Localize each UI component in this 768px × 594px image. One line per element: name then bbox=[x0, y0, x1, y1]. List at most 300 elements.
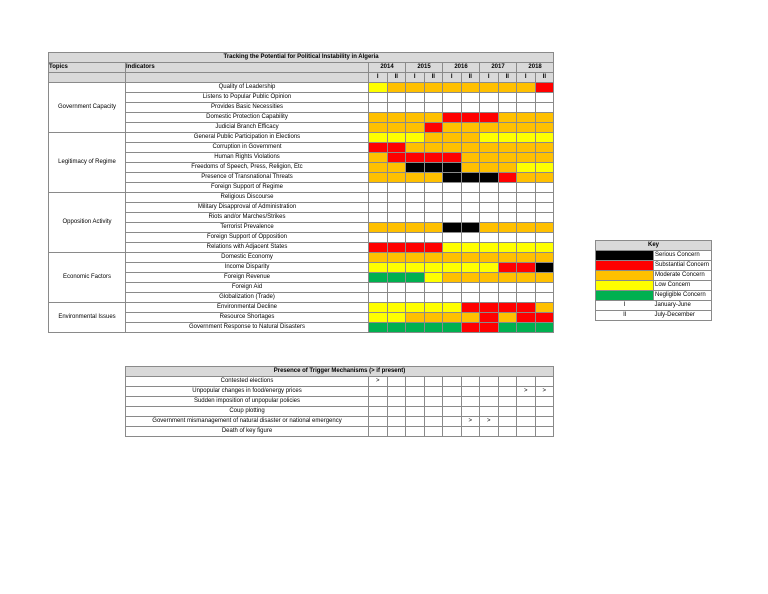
concern-cell bbox=[498, 233, 517, 243]
concern-cell bbox=[369, 123, 388, 133]
trigger-title-row bbox=[126, 367, 554, 377]
concern-cell bbox=[369, 213, 388, 223]
key-symbol: II bbox=[596, 311, 654, 321]
concern-cell bbox=[424, 313, 443, 323]
indicator-label: Corruption in Government bbox=[126, 143, 369, 153]
concern-cell bbox=[461, 153, 480, 163]
topic-label: Environmental Issues bbox=[49, 303, 126, 333]
concern-cell bbox=[406, 303, 425, 313]
concern-cell bbox=[424, 253, 443, 263]
concern-cell bbox=[424, 243, 443, 253]
concern-cell bbox=[369, 273, 388, 283]
trigger-cell bbox=[406, 427, 425, 437]
trigger-cell bbox=[369, 427, 388, 437]
concern-cell bbox=[498, 183, 517, 193]
concern-cell bbox=[387, 193, 406, 203]
concern-cell bbox=[406, 323, 425, 333]
indicator-label: Religious Discourse bbox=[126, 193, 369, 203]
concern-cell bbox=[535, 93, 554, 103]
trigger-cell: > bbox=[461, 417, 480, 427]
concern-cell bbox=[406, 143, 425, 153]
concern-cell bbox=[369, 163, 388, 173]
trigger-cell bbox=[498, 417, 517, 427]
key-item bbox=[596, 261, 712, 271]
concern-cell bbox=[387, 283, 406, 293]
trigger-cell bbox=[498, 387, 517, 397]
trigger-cell bbox=[387, 427, 406, 437]
concern-cell bbox=[424, 103, 443, 113]
concern-cell bbox=[461, 303, 480, 313]
trigger-cell: > bbox=[535, 387, 554, 397]
concern-cell bbox=[443, 293, 462, 303]
trigger-cell bbox=[535, 427, 554, 437]
concern-cell bbox=[498, 143, 517, 153]
indicator-label: Domestic Economy bbox=[126, 253, 369, 263]
key-label: Negligible Concern bbox=[654, 291, 712, 301]
key-item bbox=[596, 271, 712, 281]
concern-cell bbox=[517, 103, 536, 113]
concern-cell bbox=[424, 273, 443, 283]
half-year-label: I bbox=[517, 73, 536, 83]
indicator-label: Domestic Protection Capability bbox=[126, 113, 369, 123]
concern-cell bbox=[498, 173, 517, 183]
concern-cell bbox=[443, 263, 462, 273]
concern-cell bbox=[424, 83, 443, 93]
concern-cell bbox=[406, 203, 425, 213]
concern-cell bbox=[498, 133, 517, 143]
trigger-cell bbox=[443, 407, 462, 417]
trigger-cell bbox=[461, 397, 480, 407]
concern-cell bbox=[424, 163, 443, 173]
concern-cell bbox=[461, 83, 480, 93]
trigger-cell bbox=[517, 427, 536, 437]
concern-cell bbox=[387, 113, 406, 123]
key-label: July-December bbox=[654, 311, 712, 321]
concern-cell bbox=[387, 293, 406, 303]
concern-cell bbox=[369, 243, 388, 253]
concern-cell bbox=[387, 103, 406, 113]
concern-cell bbox=[535, 313, 554, 323]
indicator-label: Foreign Support of Opposition bbox=[126, 233, 369, 243]
concern-cell bbox=[443, 193, 462, 203]
concern-cell bbox=[443, 143, 462, 153]
trigger-cell bbox=[424, 387, 443, 397]
concern-cell bbox=[406, 243, 425, 253]
half-year-label: II bbox=[498, 73, 517, 83]
concern-cell bbox=[517, 253, 536, 263]
trigger-cell bbox=[517, 397, 536, 407]
concern-cell bbox=[387, 123, 406, 133]
concern-cell bbox=[424, 143, 443, 153]
concern-cell bbox=[535, 223, 554, 233]
trigger-cell bbox=[517, 407, 536, 417]
concern-cell bbox=[369, 83, 388, 93]
trigger-cell bbox=[517, 417, 536, 427]
concern-cell bbox=[517, 203, 536, 213]
trigger-title: Presence of Trigger Mechanisms (> if present) bbox=[126, 367, 554, 377]
concern-cell bbox=[424, 323, 443, 333]
key-swatch bbox=[596, 271, 654, 281]
key-label: January-June bbox=[654, 301, 712, 311]
concern-cell bbox=[406, 193, 425, 203]
concern-cell bbox=[424, 233, 443, 243]
concern-cell bbox=[387, 313, 406, 323]
concern-cell bbox=[517, 183, 536, 193]
key-label: Moderate Concern bbox=[654, 271, 712, 281]
concern-cell bbox=[406, 283, 425, 293]
concern-cell bbox=[498, 203, 517, 213]
concern-cell bbox=[498, 303, 517, 313]
concern-cell bbox=[480, 163, 499, 173]
concern-cell bbox=[517, 113, 536, 123]
indicator-label: Quality of Leadership bbox=[126, 83, 369, 93]
table-body bbox=[49, 53, 554, 333]
key-item bbox=[596, 251, 712, 261]
table-row bbox=[49, 303, 554, 313]
concern-cell bbox=[535, 133, 554, 143]
concern-cell bbox=[461, 313, 480, 323]
concern-cell bbox=[387, 153, 406, 163]
concern-cell bbox=[406, 103, 425, 113]
concern-cell bbox=[498, 193, 517, 203]
concern-cell bbox=[387, 233, 406, 243]
concern-cell bbox=[369, 263, 388, 273]
key-swatch bbox=[596, 291, 654, 301]
concern-cell bbox=[535, 103, 554, 113]
concern-cell bbox=[498, 153, 517, 163]
concern-cell bbox=[461, 93, 480, 103]
concern-cell bbox=[535, 153, 554, 163]
concern-cell bbox=[498, 113, 517, 123]
concern-cell bbox=[480, 213, 499, 223]
concern-cell bbox=[369, 183, 388, 193]
concern-cell bbox=[424, 213, 443, 223]
key-legend bbox=[595, 240, 712, 321]
concern-cell bbox=[461, 163, 480, 173]
trigger-cell bbox=[517, 377, 536, 387]
concern-cell bbox=[498, 123, 517, 133]
concern-cell bbox=[461, 283, 480, 293]
concern-cell bbox=[443, 123, 462, 133]
concern-cell bbox=[406, 223, 425, 233]
concern-cell bbox=[443, 303, 462, 313]
concern-cell bbox=[480, 273, 499, 283]
concern-cell bbox=[369, 323, 388, 333]
indicator-label: Resource Shortages bbox=[126, 313, 369, 323]
half-year-label: I bbox=[369, 73, 388, 83]
concern-cell bbox=[369, 203, 388, 213]
concern-cell bbox=[517, 133, 536, 143]
concern-cell bbox=[443, 113, 462, 123]
concern-cell bbox=[480, 313, 499, 323]
concern-cell bbox=[461, 173, 480, 183]
concern-cell bbox=[369, 133, 388, 143]
concern-cell bbox=[406, 273, 425, 283]
concern-cell bbox=[424, 93, 443, 103]
concern-cell bbox=[387, 263, 406, 273]
concern-cell bbox=[443, 183, 462, 193]
concern-cell bbox=[461, 143, 480, 153]
indicator-label: Environmental Decline bbox=[126, 303, 369, 313]
concern-cell bbox=[387, 303, 406, 313]
concern-cell bbox=[480, 183, 499, 193]
concern-cell bbox=[480, 283, 499, 293]
concern-cell bbox=[424, 293, 443, 303]
concern-cell bbox=[369, 253, 388, 263]
concern-cell bbox=[498, 323, 517, 333]
concern-cell bbox=[535, 283, 554, 293]
concern-cell bbox=[424, 133, 443, 143]
key-label: Serious Concern bbox=[654, 251, 712, 261]
trigger-cell bbox=[387, 377, 406, 387]
indicator-label: Foreign Support of Regime bbox=[126, 183, 369, 193]
key-symbol: I bbox=[596, 301, 654, 311]
concern-cell bbox=[480, 143, 499, 153]
trigger-row bbox=[126, 377, 554, 387]
concern-cell bbox=[387, 253, 406, 263]
concern-cell bbox=[443, 163, 462, 173]
trigger-cell bbox=[443, 377, 462, 387]
key-item bbox=[596, 291, 712, 301]
concern-cell bbox=[535, 193, 554, 203]
trigger-cell bbox=[461, 377, 480, 387]
concern-cell bbox=[369, 233, 388, 243]
concern-cell bbox=[424, 183, 443, 193]
indicator-label: Listens to Popular Public Opinion bbox=[126, 93, 369, 103]
concern-cell bbox=[480, 113, 499, 123]
blank-cell bbox=[126, 73, 369, 83]
trigger-cell bbox=[387, 417, 406, 427]
concern-cell bbox=[498, 293, 517, 303]
concern-cell bbox=[480, 233, 499, 243]
concern-cell bbox=[461, 213, 480, 223]
concern-cell bbox=[424, 303, 443, 313]
concern-cell bbox=[498, 273, 517, 283]
trigger-label: Sudden imposition of unpopular policies bbox=[126, 397, 369, 407]
concern-cell bbox=[517, 143, 536, 153]
indicator-label: Riots and/or Marches/Strikes bbox=[126, 213, 369, 223]
concern-cell bbox=[480, 173, 499, 183]
trigger-cell bbox=[461, 407, 480, 417]
concern-cell bbox=[517, 243, 536, 253]
concern-cell bbox=[498, 83, 517, 93]
concern-cell bbox=[517, 163, 536, 173]
concern-cell bbox=[535, 123, 554, 133]
key-swatch bbox=[596, 251, 654, 261]
trigger-cell bbox=[498, 377, 517, 387]
concern-cell bbox=[387, 83, 406, 93]
concern-cell bbox=[387, 223, 406, 233]
half-year-label: II bbox=[387, 73, 406, 83]
concern-cell bbox=[461, 243, 480, 253]
concern-cell bbox=[443, 273, 462, 283]
concern-cell bbox=[498, 263, 517, 273]
concern-cell bbox=[406, 93, 425, 103]
concern-cell bbox=[461, 113, 480, 123]
concern-cell bbox=[424, 173, 443, 183]
half-year-label: II bbox=[535, 73, 554, 83]
concern-cell bbox=[517, 233, 536, 243]
trigger-cell bbox=[406, 377, 425, 387]
concern-cell bbox=[461, 263, 480, 273]
table-row bbox=[49, 83, 554, 93]
concern-cell bbox=[461, 183, 480, 193]
half-year-row bbox=[49, 73, 554, 83]
table-row bbox=[49, 253, 554, 263]
trigger-cell bbox=[498, 407, 517, 417]
trigger-label: Contested elections bbox=[126, 377, 369, 387]
concern-cell bbox=[517, 283, 536, 293]
concern-cell bbox=[517, 293, 536, 303]
concern-cell bbox=[480, 303, 499, 313]
concern-cell bbox=[480, 323, 499, 333]
trigger-label: Death of key figure bbox=[126, 427, 369, 437]
concern-cell bbox=[387, 173, 406, 183]
concern-cell bbox=[443, 253, 462, 263]
trigger-cell bbox=[498, 397, 517, 407]
indicator-label: Relations with Adjacent States bbox=[126, 243, 369, 253]
topic-label: Economic Factors bbox=[49, 253, 126, 303]
concern-cell bbox=[369, 113, 388, 123]
concern-cell bbox=[369, 153, 388, 163]
concern-cell bbox=[443, 313, 462, 323]
concern-cell bbox=[535, 273, 554, 283]
indicator-label: Presence of Transnational Threats bbox=[126, 173, 369, 183]
concern-cell bbox=[498, 103, 517, 113]
trigger-cell bbox=[443, 417, 462, 427]
trigger-cell bbox=[480, 427, 499, 437]
indicator-label: Foreign Aid bbox=[126, 283, 369, 293]
concern-cell bbox=[498, 253, 517, 263]
concern-cell bbox=[369, 193, 388, 203]
trigger-cell bbox=[480, 387, 499, 397]
indicator-label: Terrorist Prevalence bbox=[126, 223, 369, 233]
concern-cell bbox=[406, 113, 425, 123]
concern-cell bbox=[517, 303, 536, 313]
trigger-cell bbox=[461, 427, 480, 437]
concern-cell bbox=[535, 83, 554, 93]
concern-cell bbox=[406, 253, 425, 263]
concern-cell bbox=[480, 153, 499, 163]
trigger-cell bbox=[535, 407, 554, 417]
year-header: 2018 bbox=[517, 63, 554, 73]
concern-cell bbox=[443, 93, 462, 103]
trigger-body bbox=[126, 367, 554, 437]
key-title: Key bbox=[596, 241, 712, 251]
trigger-cell: > bbox=[480, 417, 499, 427]
trigger-row bbox=[126, 397, 554, 407]
concern-cell bbox=[387, 133, 406, 143]
concern-cell bbox=[424, 203, 443, 213]
concern-cell bbox=[387, 243, 406, 253]
concern-cell bbox=[480, 243, 499, 253]
concern-cell bbox=[517, 263, 536, 273]
topic-label: Legitimacy of Regime bbox=[49, 133, 126, 193]
trigger-cell bbox=[535, 417, 554, 427]
concern-cell bbox=[517, 273, 536, 283]
concern-cell bbox=[535, 253, 554, 263]
concern-cell bbox=[387, 183, 406, 193]
concern-cell bbox=[443, 283, 462, 293]
concern-cell bbox=[424, 113, 443, 123]
concern-cell bbox=[480, 93, 499, 103]
concern-cell bbox=[480, 203, 499, 213]
indicator-label: Human Rights Violations bbox=[126, 153, 369, 163]
concern-cell bbox=[424, 283, 443, 293]
trigger-cell bbox=[406, 407, 425, 417]
trigger-row bbox=[126, 417, 554, 427]
indicator-label: Globalization (Trade) bbox=[126, 293, 369, 303]
concern-cell bbox=[461, 273, 480, 283]
concern-cell bbox=[535, 303, 554, 313]
concern-cell bbox=[535, 243, 554, 253]
trigger-row bbox=[126, 387, 554, 397]
indicator-label: Provides Basic Necessities bbox=[126, 103, 369, 113]
key-label: Low Concern bbox=[654, 281, 712, 291]
table-row bbox=[49, 193, 554, 203]
concern-cell bbox=[424, 123, 443, 133]
key-label: Substantial Concern bbox=[654, 261, 712, 271]
concern-cell bbox=[517, 173, 536, 183]
indicator-label: Military Disapproval of Administration bbox=[126, 203, 369, 213]
concern-cell bbox=[461, 223, 480, 233]
concern-cell bbox=[424, 193, 443, 203]
concern-cell bbox=[369, 93, 388, 103]
concern-cell bbox=[517, 313, 536, 323]
year-header: 2017 bbox=[480, 63, 517, 73]
concern-cell bbox=[406, 183, 425, 193]
header-row bbox=[49, 63, 554, 73]
concern-cell bbox=[461, 193, 480, 203]
key-item bbox=[596, 281, 712, 291]
concern-cell bbox=[387, 213, 406, 223]
trigger-cell bbox=[406, 387, 425, 397]
trigger-cell bbox=[535, 377, 554, 387]
year-header: 2015 bbox=[406, 63, 443, 73]
concern-cell bbox=[461, 293, 480, 303]
trigger-cell bbox=[424, 417, 443, 427]
table-title: Tracking the Potential for Political Instability in Algeria bbox=[49, 53, 554, 63]
concern-cell bbox=[443, 223, 462, 233]
trigger-cell bbox=[406, 397, 425, 407]
concern-cell bbox=[535, 293, 554, 303]
trigger-cell bbox=[443, 397, 462, 407]
concern-cell bbox=[406, 293, 425, 303]
table-row bbox=[49, 133, 554, 143]
concern-cell bbox=[480, 123, 499, 133]
concern-cell bbox=[498, 283, 517, 293]
concern-cell bbox=[480, 133, 499, 143]
trigger-cell bbox=[424, 397, 443, 407]
trigger-cell: > bbox=[369, 377, 388, 387]
trigger-mechanisms-table bbox=[125, 366, 554, 437]
concern-cell bbox=[406, 263, 425, 273]
concern-cell bbox=[498, 213, 517, 223]
concern-cell bbox=[535, 143, 554, 153]
key-item bbox=[596, 301, 712, 311]
trigger-cell bbox=[424, 377, 443, 387]
trigger-cell bbox=[387, 387, 406, 397]
concern-cell bbox=[406, 313, 425, 323]
concern-cell bbox=[406, 153, 425, 163]
trigger-cell bbox=[369, 417, 388, 427]
concern-cell bbox=[406, 213, 425, 223]
key-body bbox=[596, 241, 712, 321]
concern-cell bbox=[443, 83, 462, 93]
concern-cell bbox=[461, 123, 480, 133]
concern-cell bbox=[443, 233, 462, 243]
trigger-cell bbox=[369, 387, 388, 397]
